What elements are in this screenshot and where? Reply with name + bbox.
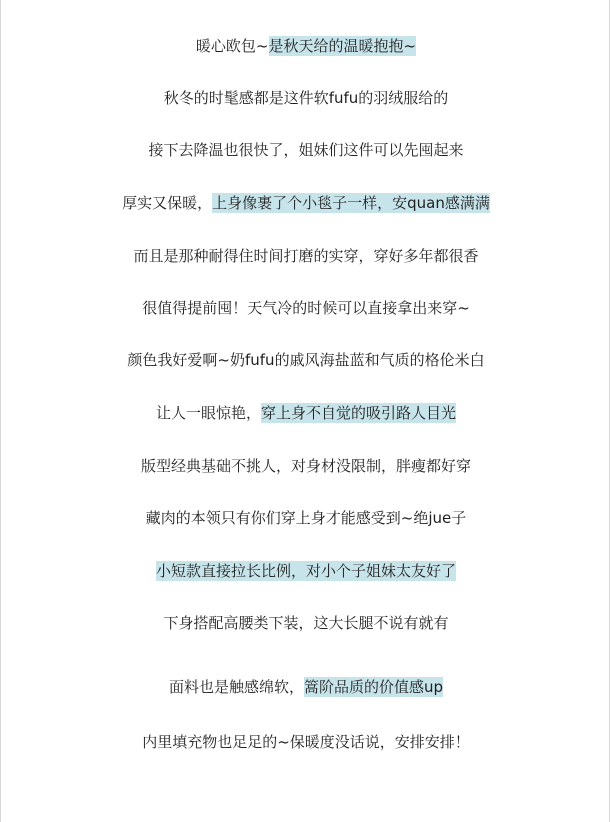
highlighted-text: 小短款直接拉长比例，对小个子姐妹太友好了 — [155, 562, 456, 580]
text-line-1 — [1, 35, 611, 57]
text-line-9 — [1, 455, 611, 477]
line-text: 版型经典基础不挑人，对身材没限制，胖瘦都好穿 — [140, 457, 471, 475]
line-text: 暖心欧包~ — [195, 37, 269, 55]
line-text: 藏肉的本领只有你们穿上身才能感受到~绝jue子 — [145, 509, 467, 527]
line-text: 内里填充物也足足的~保暖度没话说，安排安排！ — [142, 733, 470, 751]
text-line-8 — [1, 402, 611, 424]
text-line-2 — [1, 87, 611, 109]
text-line-6 — [1, 297, 611, 319]
text-line-12 — [1, 612, 611, 634]
line-text: 厚实又保暖， — [122, 194, 213, 212]
line-text: 很值得提前囤！天气冷的时候可以直接拿出来穿~ — [142, 299, 470, 317]
text-line-3 — [1, 139, 611, 161]
text-line-13 — [1, 676, 611, 698]
line-text: 而且是那种耐得住时间打磨的实穿，穿好多年都很香 — [133, 247, 479, 265]
line-text: 让人一眼惊艳， — [155, 404, 261, 422]
highlighted-text: 穿上身不自觉的吸引路人目光 — [261, 404, 457, 422]
highlighted-text: 上身像裹了个小毯子一样，安quan感满满 — [212, 194, 490, 212]
line-text: 颜色我好爱啊~奶fufu的戚风海盐蓝和气质的格伦米白 — [127, 351, 485, 369]
text-line-7 — [1, 349, 611, 371]
line-text: 接下去降温也很快了，姐妹们这件可以先囤起来 — [148, 141, 464, 159]
text-line-14 — [1, 731, 611, 753]
text-line-5 — [1, 245, 611, 267]
highlighted-text: 篙阶品质的价值感up — [303, 678, 444, 696]
line-text: 秋冬的时髦感都是这件软fufu的羽绒服给的 — [163, 89, 449, 107]
line-text: 面料也是触感绵软， — [168, 678, 304, 696]
text-line-4 — [1, 192, 611, 214]
text-line-10 — [1, 507, 611, 529]
text-line-11 — [1, 560, 611, 582]
highlighted-text: 是秋天给的温暖抱抱~ — [268, 37, 417, 55]
line-text: 下身搭配高腰类下装，这大长腿不说有就有 — [163, 614, 449, 632]
